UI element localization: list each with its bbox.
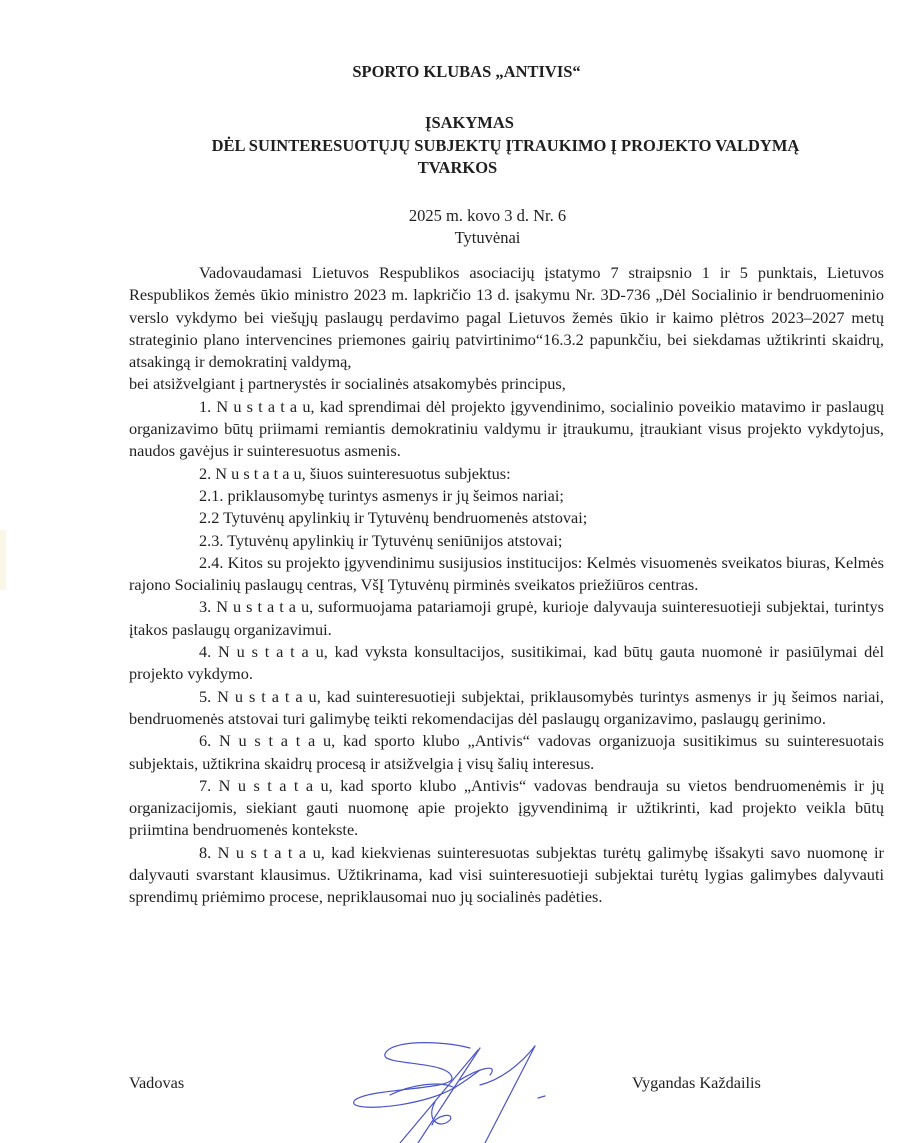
- clause-number: 3.: [199, 597, 212, 617]
- clause-keyword: N u s t a t a u: [217, 842, 321, 862]
- place: Tytuvėnai: [454, 228, 521, 247]
- clause-text: , kad kiekvienas suinteresuotas subjektas turėtų galimybę išsakyti savo nuomonę ir dalyvauti svarstant klausimus. Užtikrinama, kad visi suinteresuotieji subjektai turėtų lygias galimybes dalyvauti sprendimų priėmimo procese, nepriklausomai nuo jų socialinės padėties.: [129, 842, 884, 907]
- clause-number: 2.: [199, 463, 212, 483]
- clause-number: 4.: [199, 642, 212, 662]
- clause-8: [129, 842, 884, 909]
- clause-keyword: N u s t a t a u: [217, 686, 317, 706]
- document-subject: [0, 135, 915, 179]
- clause-number: 7.: [199, 775, 212, 795]
- clause-text: , kad sporto klubo „Antivis“ vadovas bendrauja su vietos bendruomenėmis ir jų organizacijomis, siekiant gauti nuomonę apie projekto įgyvendinimą ir užtikrinti, kad projekto veikla būtų priimtina bendruomenės kontekste.: [129, 775, 884, 840]
- document-body: [129, 262, 884, 909]
- clause-5: [129, 686, 884, 731]
- clause-keyword: N u s t a t a u: [216, 396, 311, 416]
- clause-4: [129, 641, 884, 686]
- clause-1: [129, 396, 884, 463]
- clause-6: [129, 730, 884, 775]
- clause-keyword: N u s t a t a u: [218, 731, 332, 751]
- clause-text: , šiuos suinteresuotus subjektus:: [301, 463, 511, 483]
- subclause-2-4: 2.4. Kitos su projekto įgyvendinimu susijusios institucijos: Kelmės visuomenės sveikatos biuras, Kelmės rajono Socialinių paslaugų centras, VšĮ Tytuvėnų pirminės sveikatos priežiūros centras.: [129, 552, 884, 595]
- scan-margin-mark: [0, 530, 6, 590]
- subclause-2-3: 2.3. Tytuvėnų apylinkių ir Tytuvėnų seniūnijos atstovai;: [199, 530, 563, 550]
- subject-line-1: DĖL SUINTERESUOTŲJŲ SUBJEKTŲ ĮTRAUKIMO Į PROJEKTO VALDYMĄ: [211, 136, 800, 155]
- clause-keyword: N u s t a t a u: [218, 642, 324, 662]
- document-date-block: [0, 205, 915, 249]
- subject-line-2: TVARKOS: [417, 158, 498, 177]
- clause-text: , kad sprendimai dėl projekto įgyvendinimo, socialinio poveikio matavimo ir paslaugų organizavimo būtų priimami remiantis demokratiniu valdymu ir įtraukumu, įtraukiant visus projekto vykdytojus, naudos gavėjus ir suinteresuotus asmenis.: [129, 396, 884, 461]
- clause-number: 8.: [199, 842, 212, 862]
- signer-name: Vygandas Každailis: [632, 1073, 761, 1092]
- clause-text: , kad suinteresuotieji subjektai, priklausomybės turintys asmenys ir jų šeimos nariai, bendruomenės atstovai turi galimybę teikti rekomendacijas dėl paslaugų organizavimo, paslaugų gerinimo.: [129, 686, 884, 728]
- clause-keyword: N u s t a t a u: [216, 597, 310, 617]
- clause-text: , suformuojama patariamoji grupė, kurioje dalyvauja suinteresuotieji subjektai, turintys įtakos paslaugų organizavimui.: [129, 597, 884, 639]
- document-type: ĮSAKYMAS: [425, 113, 514, 132]
- clause-3: [129, 596, 884, 641]
- date-number: 2025 m. kovo 3 d. Nr. 6: [408, 206, 567, 225]
- clause-number: 6.: [199, 731, 212, 751]
- preamble-end: bei atsižvelgiant į partnerystės ir socialinės atsakomybės principus,: [129, 374, 566, 394]
- subclause-2-1: 2.1. priklausomybę turintys asmenys ir jų šeimos nariai;: [199, 485, 564, 505]
- subclause-2-2: 2.2 Tytuvėnų apylinkių ir Tytuvėnų bendruomenės atstovai;: [199, 508, 588, 528]
- clause-2: [129, 463, 884, 485]
- clause-text: , kad sporto klubo „Antivis“ vadovas organizuoja susitikimus su suinteresuotais subjektais, užtikrina skaidrų procesą ir atsižvelgia į visų šalių interesus.: [129, 731, 884, 773]
- clause-text: , kad vyksta konsultacijos, susitikimai, kad būtų gauta nuomonė ir pasiūlymai dėl projekto vykdymo.: [129, 642, 884, 684]
- signature-row: [0, 1073, 915, 1103]
- organization-title: SPORTO KLUBAS „ANTIVIS“: [352, 62, 581, 81]
- preamble: Vadovaudamasi Lietuvos Respublikos asociacijų įstatymo 7 straipsnio 1 ir 5 punktais, Lietuvos Respublikos žemės ūkio ministro 2023 m. lapkričio 13 d. įsakymu Nr. 3D-736 „Dėl Socialinio ir bendruomeninio verslo vykdymo bei viešųjų paslaugų perdavimo pagal Lietuvos žemės ūkio ir kaimo plėtros 2023–2027 metų strateginio plano intervencines priemones gairių patvirtinimo“16.3.2 papunkčiu, bei siekdamas užtikrinti skaidrų, atsakingą ir demokratinį valdymą,: [129, 263, 884, 372]
- clause-keyword: N u s t a t a u: [215, 463, 302, 483]
- signer-role: Vadovas: [129, 1073, 185, 1092]
- clause-number: 1.: [199, 396, 212, 416]
- clause-keyword: N u s t a t a u: [218, 775, 329, 795]
- clause-number: 5.: [199, 686, 212, 706]
- clause-7: [129, 775, 884, 842]
